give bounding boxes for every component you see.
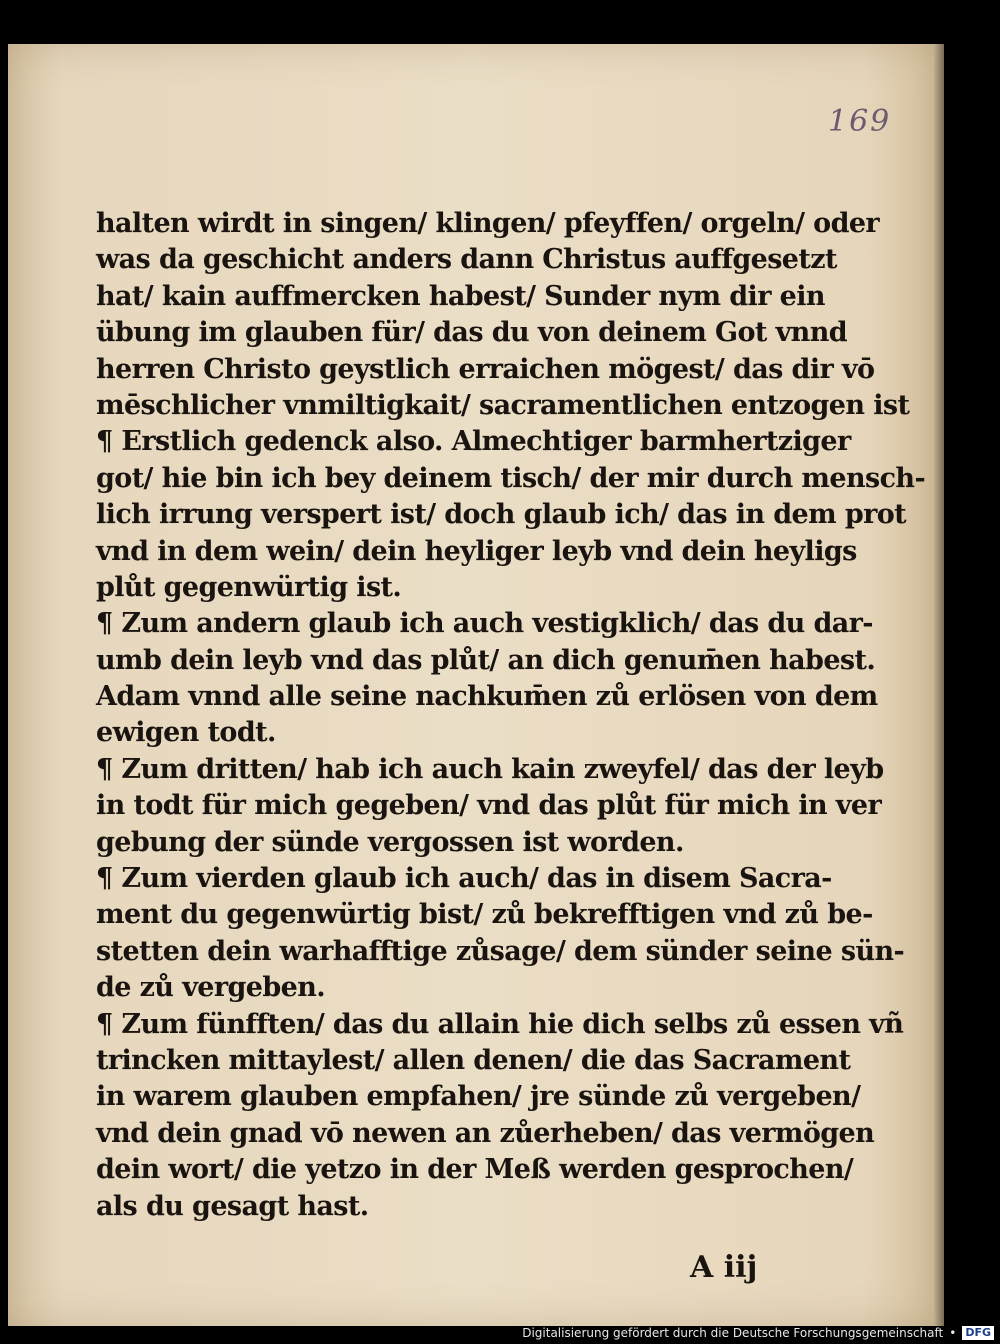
- text-line: ment du gegenwürtig bist/ zů bekrefftigen vnd zů be-: [96, 899, 873, 931]
- text-line: ¶ Erstlich gedenck also. Almechtiger barmhertziger: [96, 426, 851, 458]
- text-line: ¶ Zum fünfften/ das du allain hie dich selbs zů essen vñ: [96, 1008, 904, 1040]
- text-line: lich irrung verspert ist/ doch glaub ich/ das in dem prot: [96, 499, 907, 531]
- dfg-logo-icon: DFG: [962, 1326, 994, 1340]
- text-line: ¶ Zum vierden glaub ich auch/ das in disem Sacra-: [96, 863, 832, 895]
- text-line: umb dein leyb vnd das plůt/ an dich genum̄en habest.: [96, 644, 876, 676]
- text-line: ewigen todt.: [96, 717, 276, 749]
- text-line: stetten dein warhafftige zůsage/ dem sünder seine sün-: [96, 935, 905, 967]
- text-line: trincken mittaylest/ allen denen/ die das Sacrament: [96, 1044, 851, 1076]
- footer-separator: •: [949, 1326, 957, 1340]
- text-line: in todt für mich gegeben/ vnd das plůt für mich in ver: [96, 790, 882, 822]
- text-line: dein wort/ die yetzo in der Meß werden gesprochen/: [96, 1154, 854, 1186]
- footer-credit: Digitalisierung gefördert durch die Deutsche Forschungsgemeinschaft: [522, 1326, 944, 1340]
- text-line: in warem glauben empfahen/ jre sünde zů vergeben/: [96, 1081, 861, 1113]
- text-line: ¶ Zum dritten/ hab ich auch kain zweyfel/ das der leyb: [96, 753, 884, 785]
- text-line: plůt gegenwürtig ist.: [96, 571, 402, 603]
- folio-number: 169: [828, 104, 892, 139]
- text-line: ¶ Zum andern glaub ich auch vestigklich/ das du dar-: [96, 608, 873, 640]
- text-line: gebung der sünde vergossen ist worden.: [96, 826, 684, 858]
- text-line: mēschlicher vnmiltigkait/ sacramentlichen entzogen ist: [96, 389, 910, 421]
- text-line: got/ hie bin ich bey deinem tisch/ der mir durch mensch-: [96, 462, 926, 494]
- text-line: als du gesagt hast.: [96, 1190, 369, 1222]
- text-line: hat/ kain auffmercken habest/ Sunder nym dir ein: [96, 280, 825, 312]
- text-line: vnd dein gnad vō newen an zůerheben/ das vermögen: [96, 1117, 875, 1149]
- body-text: [96, 206, 926, 1225]
- digitization-footer: [522, 1324, 994, 1342]
- signature-mark: A iij: [690, 1250, 758, 1285]
- text-line: was da geschicht anders dann Christus auffgesetzt: [96, 244, 837, 276]
- text-line: übung im glauben für/ das du von deinem Got vnnd: [96, 317, 848, 349]
- text-line: Adam vnnd alle seine nachkum̄en zů erlösen von dem: [96, 681, 878, 713]
- text-line: herren Christo geystlich erraichen mögest/ das dir vō: [96, 353, 875, 385]
- text-line: halten wirdt in singen/ klingen/ pfeyffen/ orgeln/ oder: [96, 208, 880, 239]
- text-line: de zů vergeben.: [96, 972, 326, 1004]
- text-line: vnd in dem wein/ dein heyliger leyb vnd dein heyligs: [96, 535, 857, 567]
- book-page: [8, 44, 936, 1326]
